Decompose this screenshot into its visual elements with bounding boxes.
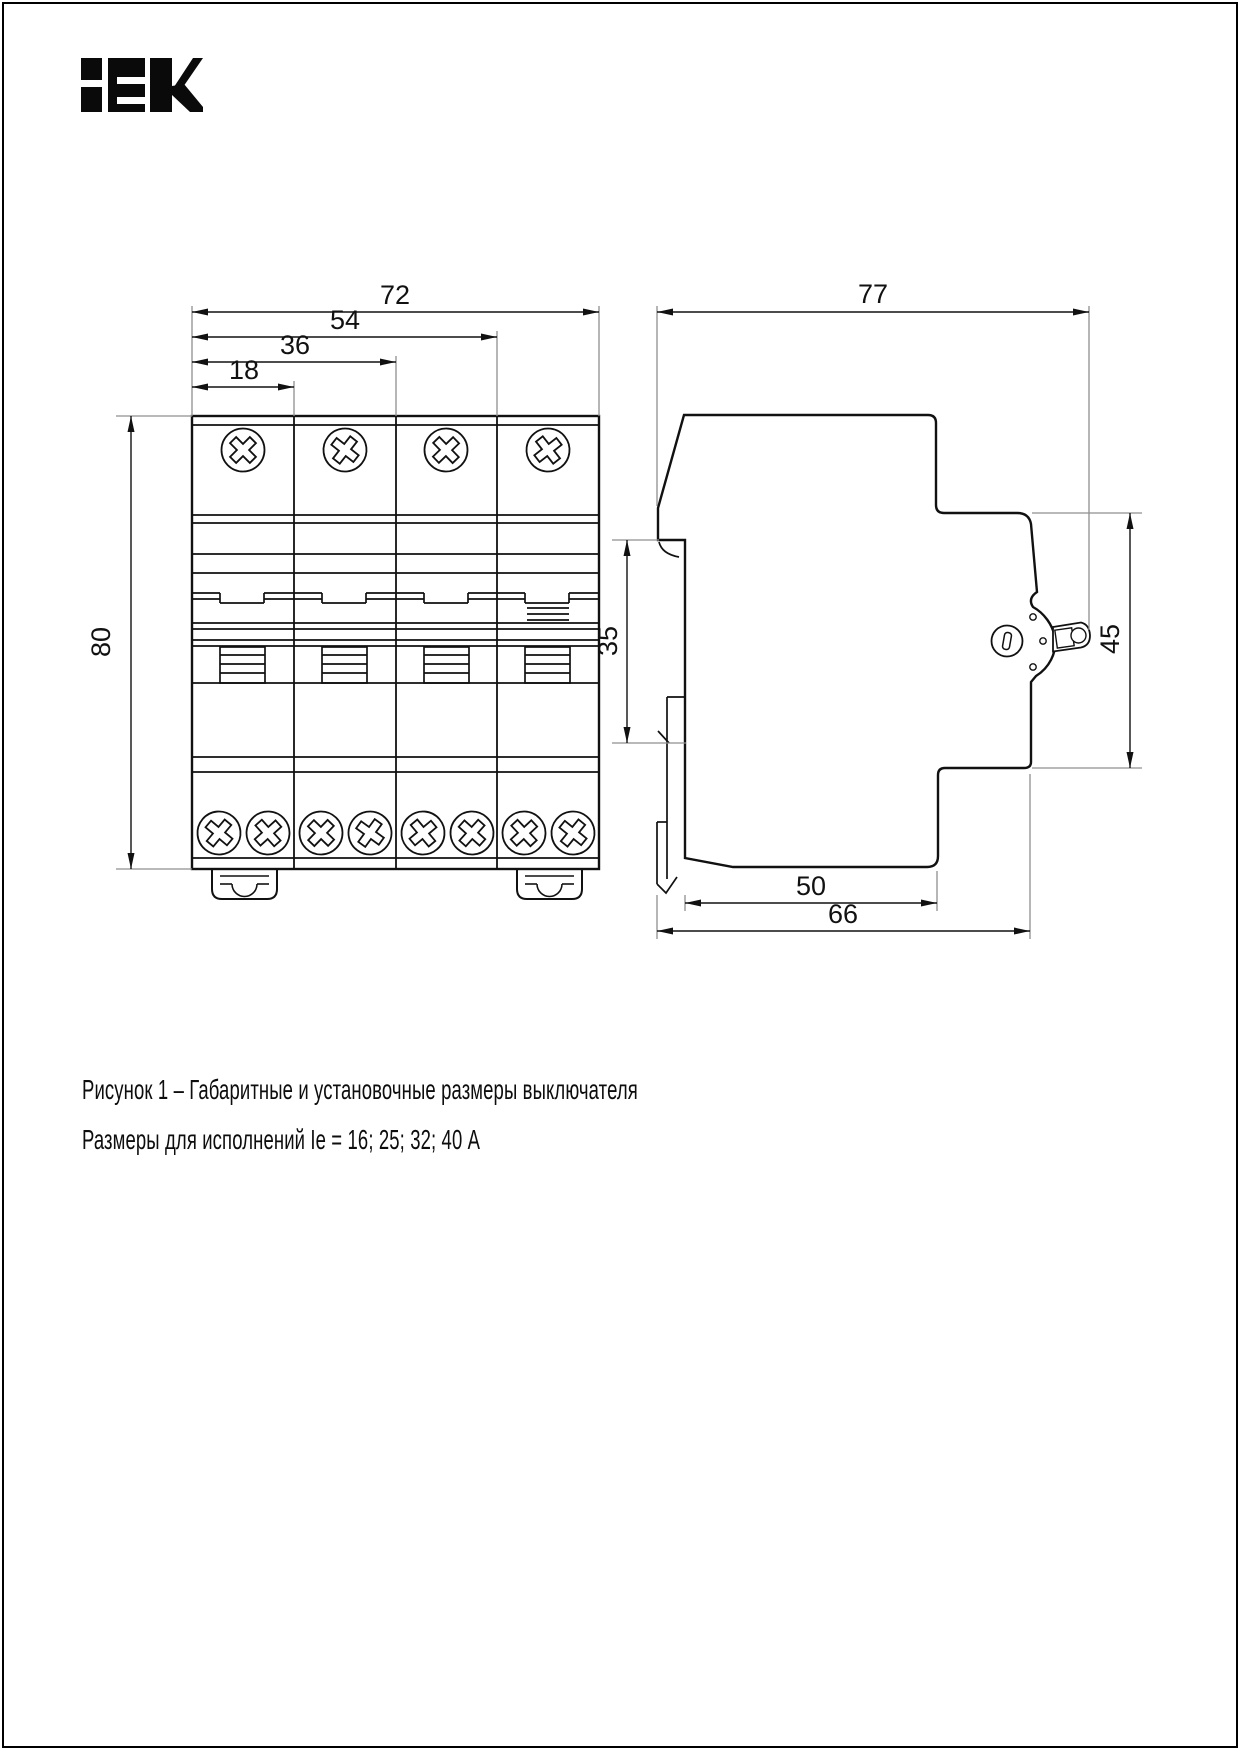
pivot-screw (992, 626, 1023, 657)
screw-icon (442, 803, 503, 864)
logo-k-stem (150, 58, 172, 112)
figure-subcaption (82, 1124, 685, 1156)
dim-label-36: 36 (279, 330, 311, 360)
dim-label-72: 72 (379, 280, 411, 310)
dim-label-54: 54 (329, 305, 361, 335)
iek-logo (81, 58, 203, 112)
logo-e-bar (108, 84, 145, 97)
screw-icon (291, 803, 352, 864)
side-body-outline (658, 415, 1055, 867)
dim-label-66: 66 (827, 899, 859, 929)
screw-icon (518, 420, 578, 480)
screw-icon (340, 803, 400, 863)
screw-icon (315, 420, 375, 480)
toggle-lever (1053, 623, 1090, 652)
module-separators (294, 416, 497, 869)
figure-caption-text: Рисунок 1 – Габаритные и установочные размеры выключателя (82, 1074, 638, 1105)
logo-e-bar (108, 104, 145, 112)
dimension-labels (86, 279, 1125, 929)
figure-subcaption-text: Размеры для исполнений Ie = 16; 25; 32; 40 А (82, 1124, 481, 1155)
dim-label-45: 45 (1095, 623, 1125, 655)
logo-i-dot (81, 58, 102, 80)
front-view (189, 416, 604, 899)
screw-icon (416, 420, 477, 481)
screw-icon (393, 803, 454, 864)
logo-e-bar (108, 58, 145, 77)
screw-icon (543, 803, 603, 863)
dim-label-18: 18 (228, 355, 260, 385)
dim-label-50: 50 (795, 871, 827, 901)
toggle-handles (220, 647, 570, 683)
dim-label-80: 80 (86, 626, 116, 658)
din-clips (212, 869, 582, 899)
screw-icon (213, 420, 274, 481)
side-view (657, 415, 1090, 893)
logo-k-upper-arm (172, 58, 203, 90)
screw-icon (238, 803, 299, 864)
rivets (1030, 614, 1046, 670)
logo-i-stem (81, 87, 102, 112)
dim-label-35: 35 (593, 625, 623, 657)
screw-icon (189, 803, 250, 864)
din-rail-details (657, 542, 685, 893)
figure-caption (82, 1074, 924, 1106)
screw-icon (494, 803, 555, 864)
logo-k-lower-arm (172, 84, 203, 112)
dim-label-77: 77 (857, 279, 889, 309)
